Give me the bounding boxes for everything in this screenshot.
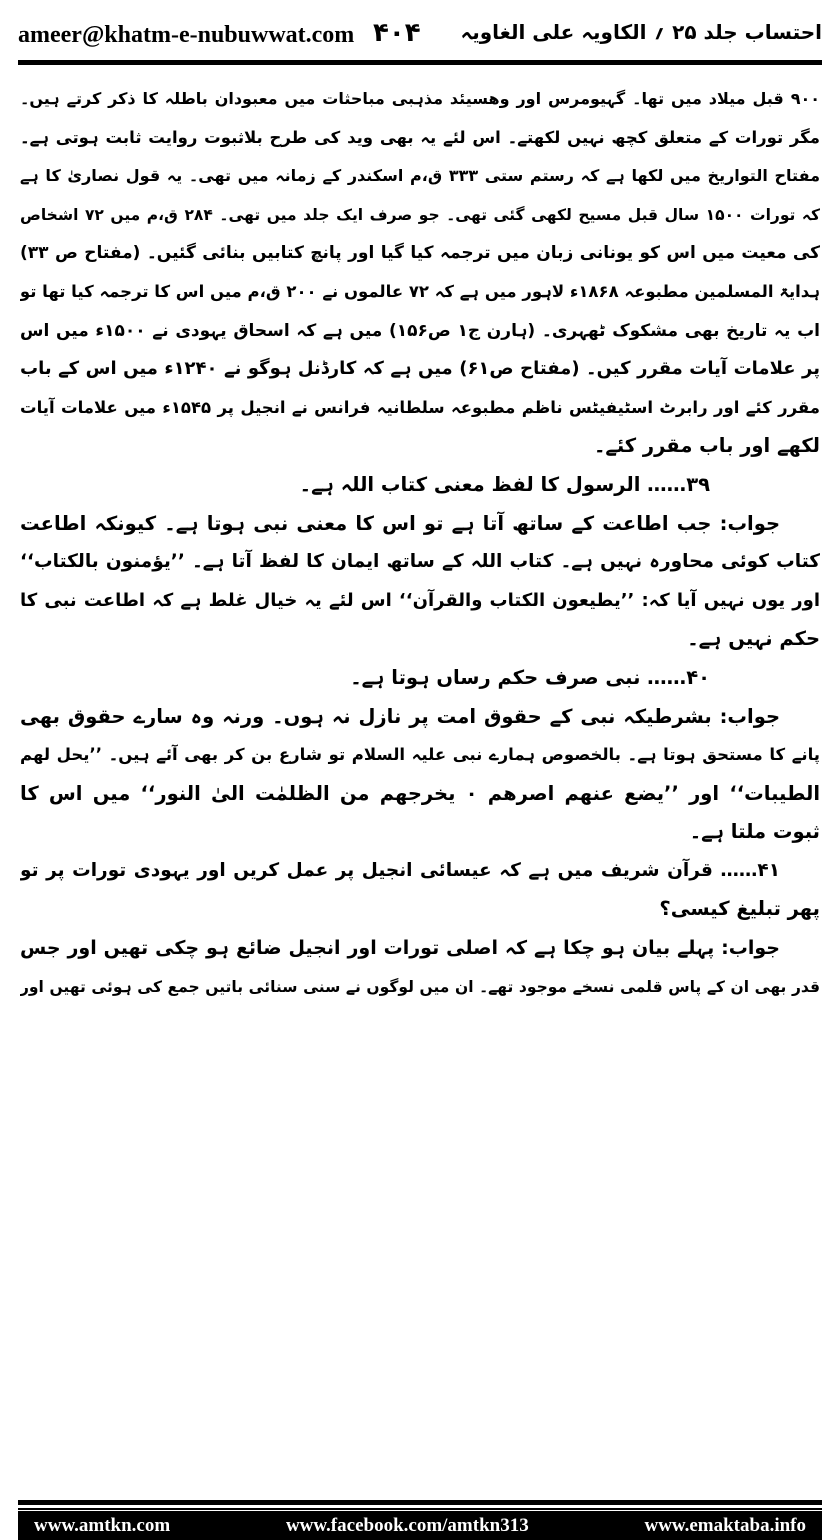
page-body <box>20 80 820 1495</box>
text-line: ہدایۃ المسلمین مطبوعہ ۱۸۶۸ء لاہور میں ہے کہ ۷۲ عالموں نے ۲۰۰ ق،م میں اس کا ترجمہ کیا تھا تو <box>20 281 820 301</box>
text-line: مگر تورات کے متعلق کچھ نہیں لکھتے۔ اس لئے یہ بھی وید کی طرح بلاثبوت روایت ثابت ہوتی ہے۔ <box>20 127 820 147</box>
question-heading: ۴۰…… نبی صرف حکم رساں ہوتا ہے۔ <box>350 665 710 689</box>
text-line: الطیبات‘‘ اور ’’یضع عنھم اصرھم ۰ یخرجھم من الظلمٰت الیٰ النور‘‘ میں اس کا <box>20 781 820 805</box>
text-line: پھر تبلیغ کیسی؟ <box>659 897 820 921</box>
text-line: لکھے اور باب مقرر کئے۔ <box>593 434 820 458</box>
text-line: اور یوں نہیں آیا کہ: ’’یطیعون الکتاب والقرآن‘‘ اس لئے یہ خیال غلط ہے کہ اطاعت نبی کا <box>20 589 820 611</box>
footer-rule-thin <box>18 1508 822 1510</box>
text-line: مقرر کئے اور رابرٹ اسٹیفیٹس ناظم مطبوعہ سلطانیہ فرانس نے انجیل پر ۱۵۴۵ء میں علامات آیات <box>20 397 820 417</box>
header-rule <box>18 60 822 65</box>
text-line: قدر بھی ان کے پاس قلمی نسخے موجود تھے۔ ان میں لوگوں نے سنی سنائی باتیں جمع کی ہوئی تھیں اور <box>20 977 820 996</box>
text-line: پر علامات آیات مقرر کیں۔ (مفتاح ص۶۱) میں ہے کہ کارڈنل ہوگو نے ۱۲۴۰ء میں اس کے باب <box>20 358 820 380</box>
question-heading: ۳۹…… الرسول کا لفظ معنی کتاب اللہ ہے۔ <box>299 472 710 496</box>
header-email[interactable]: ameer@khatm-e-nubuwwat.com <box>18 22 355 48</box>
text-line: ۹۰۰ قبل میلاد میں تھا۔ گہیومرس اور وهسیئد مذہبی مباحثات میں معبودان باطلہ کا ذکر کرتے ہیں۔ <box>20 89 820 108</box>
page-header <box>18 14 822 58</box>
text-line: اب یہ تاریخ بھی مشکوک ٹھہری۔ (ہارن ج۱ ص۱۵۶) میں ہے کہ اسحاق یہودی نے ۱۵۰۰ء میں اس <box>20 320 820 341</box>
text-line: کہ تورات ۱۵۰۰ سال قبل مسیح لکھی گئی تھی۔ جو صرف ایک جلد میں تھی۔ ۲۸۴ ق،م میں ۷۲ اشخاص <box>20 205 820 224</box>
footer-link-facebook[interactable]: www.facebook.com/amtkn313 <box>285 1514 529 1536</box>
text-line: پانے کا مستحق ہوتا ہے۔ بالخصوص ہمارے نبی علیہ السلام تو شارع بن کر بھی آئے ہیں۔ ’’یحل لھم <box>20 745 820 765</box>
footer-rule <box>18 1500 822 1505</box>
text-line: مفتاح التواریخ میں لکھا ہے کہ رستم ستی ۳۳۳ ق،م اسکندر کے زمانہ میں تھی۔ یہ قول نصاریٰ کا ہے <box>20 166 820 186</box>
answer-line: جواب: پہلے بیان ہو چکا ہے کہ اصلی تورات اور انجیل ضائع ہو چکی تھیں اور جس <box>20 937 780 960</box>
footer-link-amtkn[interactable]: www.amtkn.com <box>34 1514 171 1536</box>
text-line: ثبوت ملتا ہے۔ <box>689 820 820 844</box>
question-heading: ۴۱…… قرآن شریف میں ہے کہ عیسائی انجیل پر عمل کریں اور یہودی تورات پر تو <box>20 859 780 881</box>
book-title: احتساب جلد ۲۵ ؍ الکاویہ علی الغاویہ <box>460 20 822 44</box>
answer-line: جواب: بشرطیکہ نبی کے حقوق امت پر نازل نہ ہوں۔ ورنہ وہ سارے حقوق بھی <box>20 704 780 728</box>
text-line: کی معیت میں اس کو یونانی زبان میں ترجمہ کیا گیا اور پانچ کتابیں بنائی گئیں۔ (مفتاح ص ۳۳) <box>20 243 820 264</box>
text-line: کتاب کوئی محاورہ نہیں ہے۔ کتاب اللہ کے ساتھ ایمان کا لفظ آتا ہے۔ ’’یؤمنون بالکتاب‘‘ <box>20 551 820 573</box>
text-line: حکم نہیں ہے۔ <box>687 627 820 651</box>
answer-line: جواب: جب اطاعت کے ساتھ آتا ہے تو اس کا معنی نبی ہوتا ہے۔ کیونکہ اطاعت <box>20 511 780 535</box>
footer-link-emaktaba[interactable]: www.emaktaba.info <box>644 1514 806 1536</box>
page-number: ۴۰۴ <box>373 18 421 48</box>
page-footer <box>18 1511 822 1540</box>
